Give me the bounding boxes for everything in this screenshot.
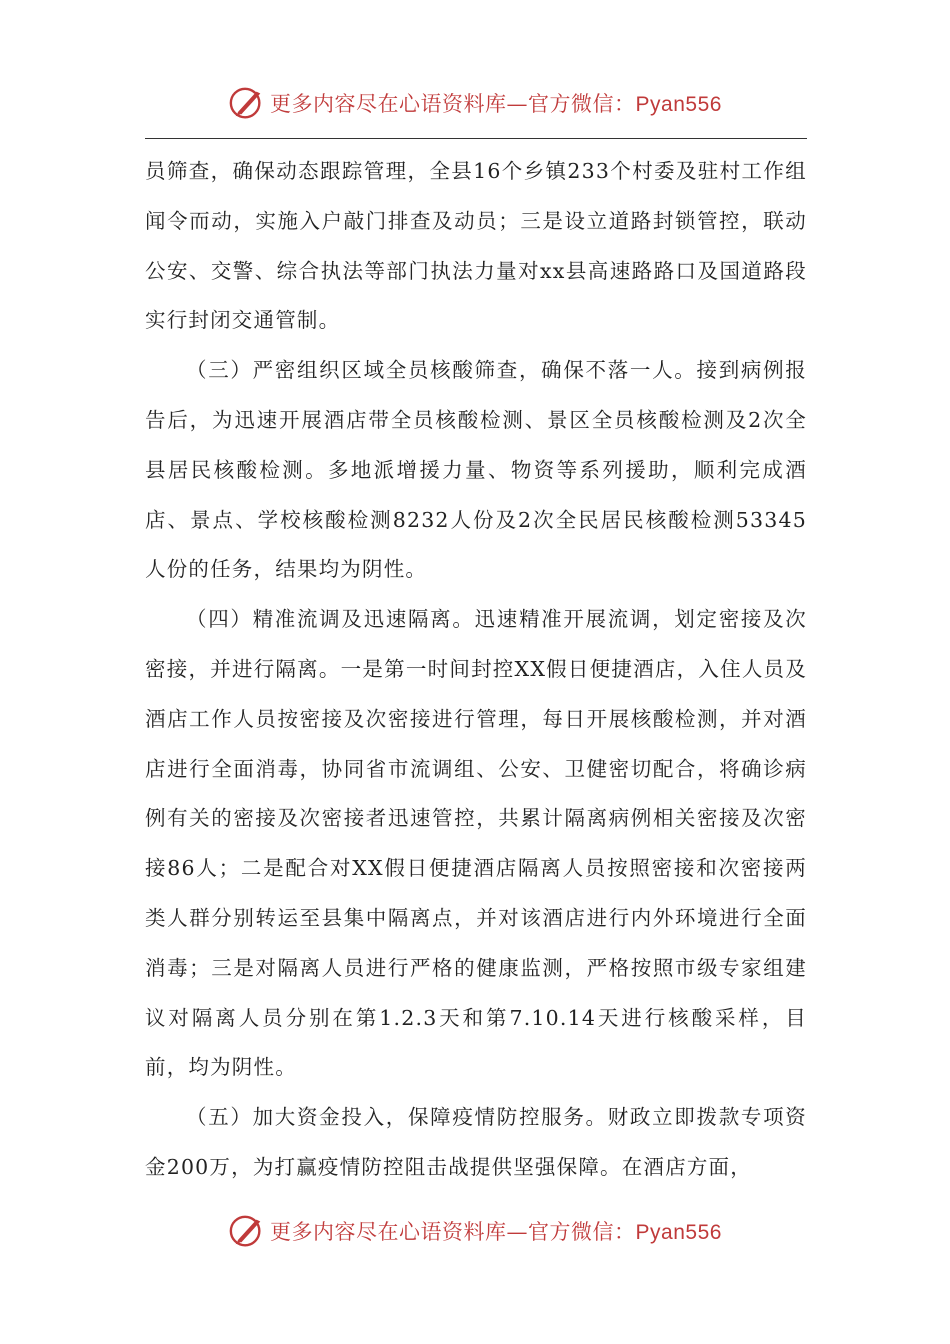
pen-logo-icon xyxy=(228,84,266,122)
paragraph: （四）精准流调及迅速隔离。迅速精准开展流调，划定密接及次密接，并进行隔离。一是第一时间封控XX假日便捷酒店，入住人员及酒店工作人员按密接及次密接进行管理，每日开展核酸检测，并对酒店进行全面消毒，协同省市流调组、公安、卫健密切配合，将确诊病例有关的密接及次密接者迅速管控，共累计隔离病例相关密接及次密接86人；二是配合对XX假日便捷酒店隔离人员按照密接和次密接两类人群分别转运至县集中隔离点，并对该酒店进行内外环境进行全面消毒；三是对隔离人员进行严格的健康监测，严格按照市级专家组建议对隔离人员分别在第1.2.3天和第7.10.14天进行核酸采样，目前，均为阴性。 xyxy=(145,607,807,1080)
header-banner xyxy=(0,84,950,122)
paragraph: （五）加大资金投入，保障疫情防控服务。财政立即拨款专项资金200万，为打赢疫情防控阻击战提供坚强保障。在酒店方面， xyxy=(145,1105,807,1179)
document-body xyxy=(145,147,807,1193)
header-banner-text: 更多内容尽在心语资料库—官方微信：Pyan556 xyxy=(270,92,722,116)
footer-banner-brand: Pyan556 xyxy=(635,1221,722,1244)
footer-banner-text: 更多内容尽在心语资料库—官方微信：Pyan556 xyxy=(270,1220,722,1244)
pen-logo-icon xyxy=(228,1212,266,1250)
paragraph: （三）严密组织区域全员核酸筛查，确保不落一人。接到病例报告后，为迅速开展酒店带全员核酸检测、景区全员核酸检测及2次全县居民核酸检测。多地派增援力量、物资等系列援助，顺利完成酒店、景点、学校核酸检测8232人份及2次全民居民核酸检测53345人份的任务，结果均为阴性。 xyxy=(145,358,807,582)
header-banner-brand: Pyan556 xyxy=(635,93,722,116)
paragraph: 员筛查，确保动态跟踪管理，全县16个乡镇233个村委及驻村工作组闻令而动，实施入户敲门排查及动员；三是设立道路封锁管控，联动公安、交警、综合执法等部门执法力量对xx县高速路路口及国道路段实行封闭交通管制。 xyxy=(145,159,807,333)
header-rule xyxy=(145,138,807,139)
footer-banner xyxy=(0,1212,950,1250)
